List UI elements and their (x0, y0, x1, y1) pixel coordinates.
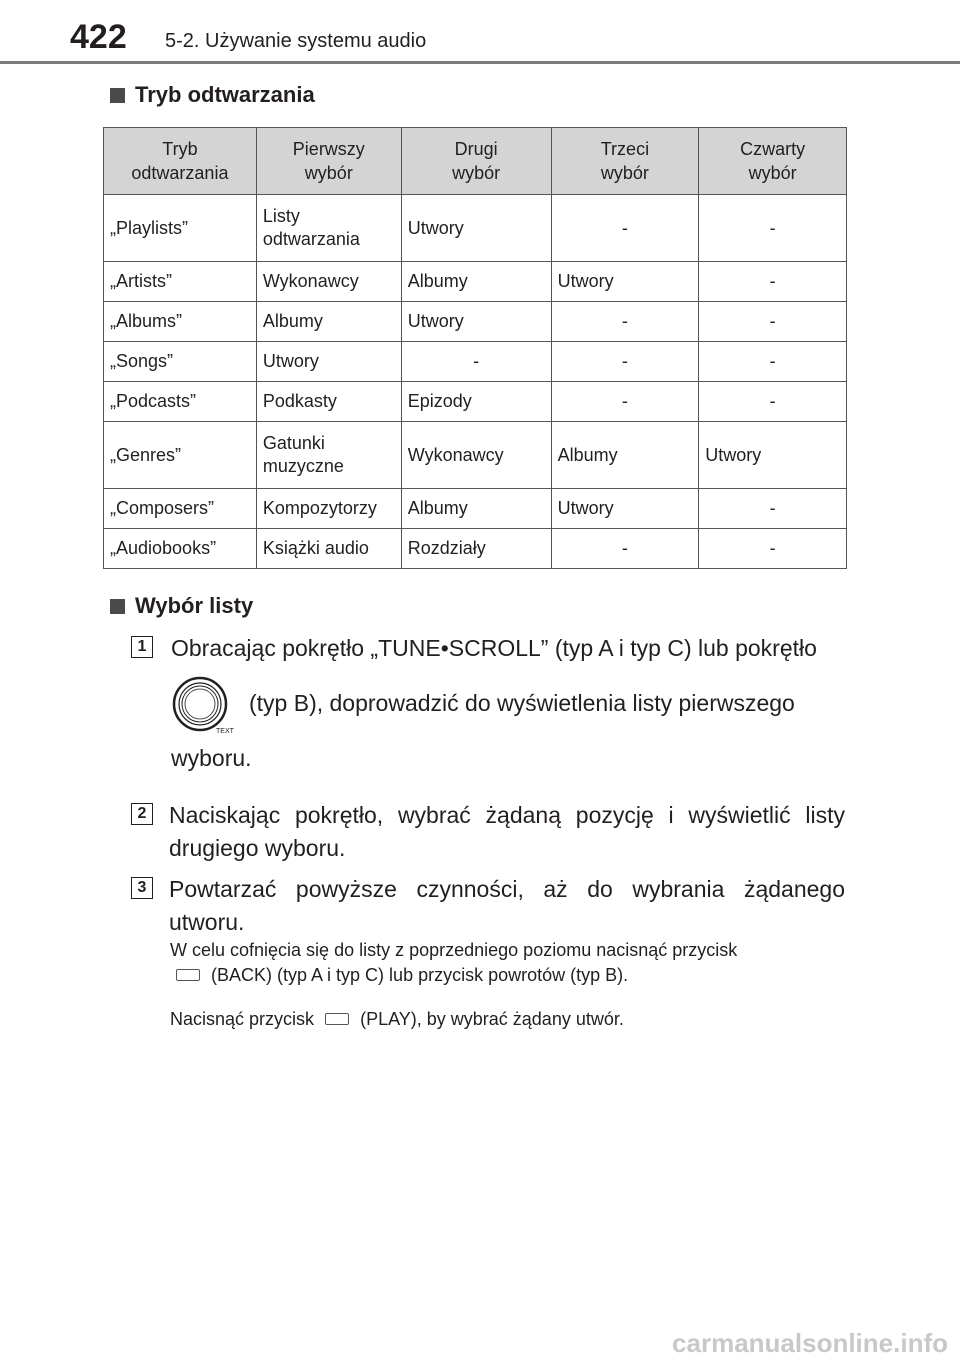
table-cell: Kompozytorzy (256, 489, 401, 529)
step-2 (131, 799, 845, 865)
table-cell: Utwory (551, 489, 699, 529)
step-text-line2: (typ B), doprowadzić do wyświetlenia listy pierwszego (249, 690, 795, 716)
step-text: Naciskając pokrętło, wybrać żądaną pozycję i wyświetlić listy drugiego wyboru. (169, 802, 845, 861)
note-play (170, 1007, 846, 1032)
table-cell: „Composers” (104, 489, 257, 529)
table-cell: „Audiobooks” (104, 529, 257, 569)
table-header-cell: Czwarty wybór (699, 128, 847, 195)
note-play-text-pre: Nacisnąć przycisk (170, 1009, 315, 1029)
table-row (104, 422, 847, 489)
table-header-row (104, 128, 847, 195)
table-cell: „Songs” (104, 342, 257, 382)
table-row (104, 529, 847, 569)
table-cell: - (401, 342, 551, 382)
note-play-text-post: (PLAY), by wybrać żądany utwór. (360, 1009, 624, 1029)
table-row (104, 262, 847, 302)
step-number: 1 (131, 636, 153, 658)
step-number: 2 (131, 803, 153, 825)
table-row (104, 195, 847, 262)
heading-text: Wybór listy (135, 593, 254, 618)
table-row (104, 342, 847, 382)
table-cell: Albumy (401, 489, 551, 529)
table-cell: - (699, 489, 847, 529)
table-cell: - (551, 382, 699, 422)
table-cell: Wykonawcy (401, 422, 551, 489)
table-header-cell: Drugi wybór (401, 128, 551, 195)
table-cell: „Albums” (104, 302, 257, 342)
table-cell: - (551, 529, 699, 569)
note-back-text-post: (BACK) (typ A i typ C) lub przycisk powrotów (typ B). (211, 965, 629, 985)
table-header-cell: Tryb odtwarzania (104, 128, 257, 195)
table-header-cell: Trzeci wybór (551, 128, 699, 195)
step-3 (131, 873, 845, 939)
watermark: carmanualsonline.info (672, 1328, 948, 1358)
table-cell: „Playlists” (104, 195, 257, 262)
table-cell: Książki audio (256, 529, 401, 569)
page-header (0, 0, 960, 64)
table-cell: - (699, 382, 847, 422)
knob-label: TEXT (216, 728, 234, 735)
step-text: Powtarzać powyższe czynności, aż do wybrania żądanego utworu. (169, 876, 845, 935)
table-cell: Utwory (551, 262, 699, 302)
page-number: 422 (70, 18, 127, 56)
table-cell: - (699, 342, 847, 382)
play-button-icon (325, 1013, 349, 1025)
table-cell: „Genres” (104, 422, 257, 489)
heading-playback-mode (110, 82, 315, 108)
back-button-icon (176, 969, 200, 981)
table-cell: Albumy (256, 302, 401, 342)
tune-knob-icon (172, 676, 234, 735)
table-cell: Utwory (699, 422, 847, 489)
square-bullet-icon (110, 88, 125, 103)
heading-list-selection (110, 593, 253, 619)
table-cell: Epizody (401, 382, 551, 422)
table-cell: Utwory (401, 302, 551, 342)
step-text-line3: wyboru. (171, 745, 252, 771)
table-cell: Wykonawcy (256, 262, 401, 302)
table-cell: Utwory (401, 195, 551, 262)
table-header-cell: Pierwszy wybór (256, 128, 401, 195)
table-cell: Gatunki muzyczne (256, 422, 401, 489)
step-number: 3 (131, 877, 153, 899)
table-cell: Utwory (256, 342, 401, 382)
section-label: 5-2. Używanie systemu audio (165, 30, 427, 52)
playback-mode-table (103, 127, 847, 569)
table-row (104, 382, 847, 422)
table-cell: „Artists” (104, 262, 257, 302)
table-cell: - (699, 262, 847, 302)
table-cell: Albumy (401, 262, 551, 302)
note-back-text-pre: W celu cofnięcia się do listy z poprzedniego poziomu nacisnąć przycisk (170, 940, 738, 960)
note-back (170, 938, 846, 988)
heading-text: Tryb odtwarzania (135, 82, 315, 107)
table-cell: Albumy (551, 422, 699, 489)
table-cell: Rozdziały (401, 529, 551, 569)
table-cell: „Podcasts” (104, 382, 257, 422)
table-cell: - (551, 195, 699, 262)
table-cell: - (551, 342, 699, 382)
step-text-line1: Obracając pokrętło „TUNE•SCROLL” (typ A i typ C) lub pokrętło (171, 635, 817, 661)
table-cell: - (699, 195, 847, 262)
square-bullet-icon (110, 599, 125, 614)
table-cell: - (699, 529, 847, 569)
table-cell: - (551, 302, 699, 342)
table-cell: Listy odtwarzania (256, 195, 401, 262)
table-cell: - (699, 302, 847, 342)
table-cell: Podkasty (256, 382, 401, 422)
table-row (104, 489, 847, 529)
table-row (104, 302, 847, 342)
step-1 (131, 632, 845, 775)
